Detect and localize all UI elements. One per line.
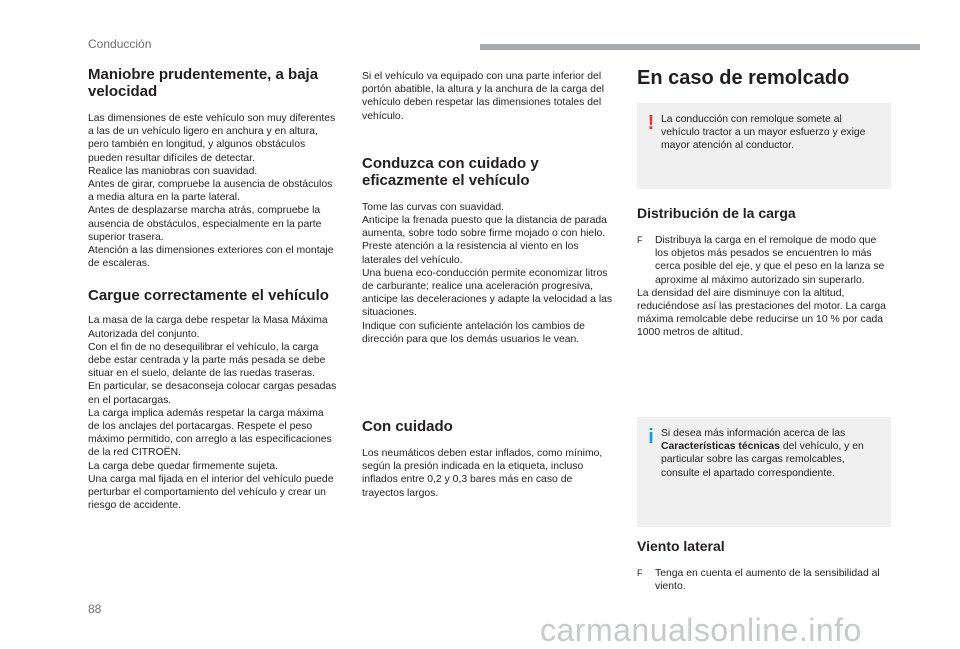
heading-conduzca: Conduzca con cuidado y eficazmente el vehículo bbox=[362, 154, 539, 189]
bullet-item bbox=[637, 567, 891, 593]
paragraph: La carga implica además respetar la carga máxima de los anclajes del portacargas. Respete el peso máximo permitido, con arreglo a las especificaciones de la red CITROËN. bbox=[88, 407, 332, 459]
header-bar bbox=[480, 44, 920, 50]
bullet-text: Distribuya la carga en el remolque de modo que los objetos más pesados se encuentren lo más cerca posible del eje, y que el peso en la lanza se aproxime al máximo autorizado sin superarlo. bbox=[655, 235, 885, 286]
paragraph: Si el vehículo va equipado con una parte inferior del portón abatible, la altura y la anchura de la carga del vehículo deben respetar las dimensiones totales del vehículo. bbox=[362, 71, 605, 122]
bullet-text: Tenga en cuenta el aumento de la sensibilidad al viento. bbox=[655, 568, 880, 593]
info-icon: i bbox=[648, 426, 654, 448]
info-text-post: del vehículo, y en particular sobre las cargas remolcables, consulte el apartado correspondiente. bbox=[661, 441, 864, 479]
warning-box bbox=[637, 103, 891, 189]
viento-section bbox=[637, 538, 891, 593]
paragraph: Las dimensiones de este vehículo son muy diferentes a las de un vehículo ligero en anchura y en altura, pero también en longitud, y algunos obstáculos pueden resultar difíciles de detectar. bbox=[88, 113, 336, 164]
info-box bbox=[637, 417, 891, 527]
info-link-technical: Características técnicas bbox=[661, 441, 780, 453]
paragraph: Tome las curvas con suavidad. bbox=[362, 201, 505, 213]
heading-cargue: Cargue correctamente el vehículo bbox=[88, 287, 329, 305]
paragraph: En particular, se desaconseja colocar cargas pesadas en el portacargas. bbox=[88, 381, 337, 406]
paragraph: Atención a las dimensiones exteriores con el montaje de escaleras. bbox=[88, 245, 334, 270]
info-text-pre: Si desea más información acerca de las bbox=[661, 428, 846, 439]
paragraph: Anticipe la frenada puesto que la distancia de parada aumenta, sobre todo sobre firme mojado o con hielo. bbox=[362, 215, 607, 240]
paragraph: Una carga mal fijada en el interior del vehículo puede perturbar el comportamiento del vehículo y crear un riesgo de accidente. bbox=[88, 473, 334, 512]
left-column bbox=[88, 66, 338, 512]
heading-distribucion: Distribución de la carga bbox=[637, 205, 796, 221]
paragraph: La masa de la carga debe respetar la Masa Máxima Autorizada del conjunto. bbox=[88, 315, 328, 340]
title-remolcado: En caso de remolcado bbox=[637, 67, 850, 89]
distribucion-section bbox=[637, 205, 891, 340]
middle-column bbox=[362, 70, 614, 500]
info-text bbox=[661, 427, 881, 480]
paragraph: La carga debe quedar firmemente sujeta. bbox=[88, 460, 279, 472]
warning-text: La conducción con remolque somete al vehículo tractor a un mayor esfuerzo y exige mayor atención al conductor. bbox=[661, 114, 866, 152]
page-number: 88 bbox=[88, 602, 102, 616]
heading-con-cuidado: Con cuidado bbox=[362, 418, 453, 436]
bullet-icon: F bbox=[637, 568, 643, 578]
section-label: Conducción bbox=[88, 37, 152, 51]
paragraph: Preste atención a la resistencia al viento en los laterales del vehículo. bbox=[362, 241, 579, 266]
paragraph: Realice las maniobras con suavidad. bbox=[88, 165, 258, 177]
paragraph: La densidad del aire disminuye con la altitud, reduciéndose así las prestaciones del motor. La carga máxima remolcable debe reducirse un 10 % por cada 1000 metros de altitud. bbox=[637, 287, 886, 339]
paragraph: Con el fin de no desequilibrar el vehículo, la carga debe estar centrada y la parte más pesada se debe situar en el suelo, delante de las ruedas traseras. bbox=[88, 341, 326, 380]
paragraph: Antes de desplazarse marcha atrás, compruebe la ausencia de obstáculos, especialmente en la parte superior trasera. bbox=[88, 205, 322, 243]
paragraph: Indique con suficiente antelación los cambios de dirección para que los demás usuarios le vean. bbox=[362, 320, 585, 345]
paragraph: Una buena eco-conducción permite economizar litros de carburante; realice una aceleración progresiva, anticipe las deceleraciones y adapte la velocidad a las situaciones. bbox=[362, 267, 613, 319]
warning-icon: ! bbox=[647, 112, 655, 134]
heading-viento: Viento lateral bbox=[637, 538, 725, 554]
watermark: carmanualsonline.info bbox=[540, 612, 862, 648]
heading-maniobre: Maniobre prudentemente, a baja velocidad bbox=[88, 66, 319, 100]
paragraph: Antes de girar, compruebe la ausencia de obstáculos a media altura en la parte lateral. bbox=[88, 179, 333, 204]
paragraph: Los neumáticos deben estar inflados, como mínimo, según la presión indicada en la etiqueta, incluso inflados entre 0,2 y 0,3 bares más en caso de trayectos largos. bbox=[362, 448, 603, 499]
bullet-icon: F bbox=[637, 235, 643, 245]
right-column bbox=[637, 66, 891, 90]
bullet-item bbox=[637, 234, 891, 287]
